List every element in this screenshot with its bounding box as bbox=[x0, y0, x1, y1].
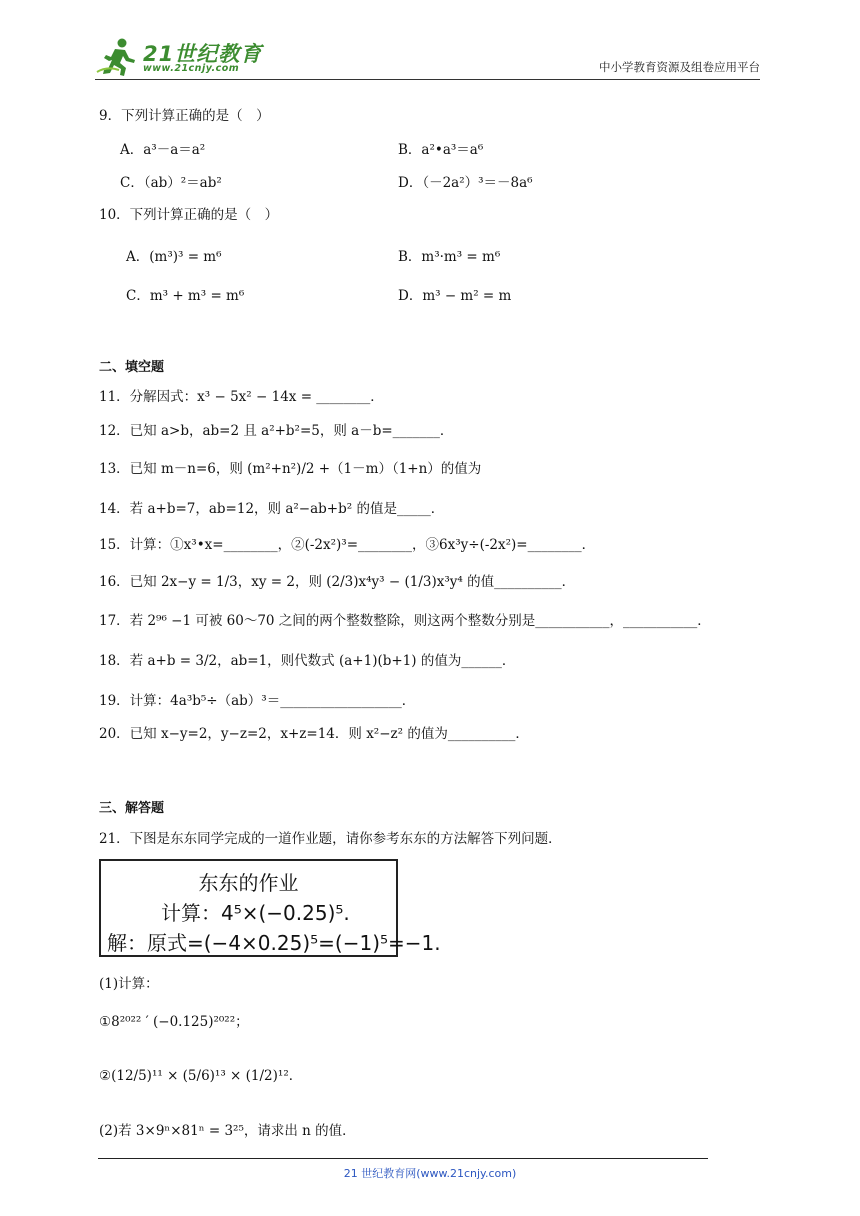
section-answer: 三、解答题 bbox=[99, 801, 165, 816]
q10-option-b: B．m³·m³ = m⁶ bbox=[398, 249, 501, 265]
logo-text: 21世纪教育 bbox=[143, 42, 263, 66]
section-fill-in-blank: 二、填空题 bbox=[99, 360, 165, 375]
homework-solution: 解：原式=(−4×0.25)⁵=(−1)⁵=−1. bbox=[107, 931, 441, 955]
logo-url: www.21cnjy.com bbox=[143, 63, 240, 74]
q9-option-b: B．a²•a³＝a⁶ bbox=[398, 142, 484, 158]
q21-stem: 21．下图是东东同学完成的一道作业题，请你参考东东的方法解答下列问题． bbox=[99, 831, 562, 847]
q15: 15．计算：①x³•x=________，②(-2x²)³=________，③6x³y÷(-2x²)=________． bbox=[99, 537, 596, 553]
q9-option-c: C．（ab）²＝ab² bbox=[120, 175, 222, 191]
q16: 16．已知 2x−y = 1/3，xy = 2，则 (2/3)x⁴y³ − (1/3)x³y⁴ 的值__________． bbox=[99, 574, 576, 590]
page-footer: 21 世纪教育网(www.21cnjy.com) bbox=[343, 1167, 517, 1180]
page-header bbox=[95, 36, 760, 80]
q20: 20．已知 x−y=2，y−z=2，x+z=14．则 x²−z² 的值为__________． bbox=[99, 726, 529, 742]
q18: 18．若 a+b = 3/2，ab=1，则代数式 (a+1)(b+1) 的值为______． bbox=[99, 653, 516, 669]
q9-stem: 9．下列计算正确的是（ ） bbox=[99, 108, 270, 124]
homework-image-box bbox=[99, 859, 441, 957]
homework-title: 东东的作业 bbox=[198, 871, 299, 895]
q17: 17．若 2⁹⁶ −1 可被 60～70 之间的两个整数整除，则这两个整数分别是___________，___________． bbox=[99, 613, 711, 629]
q12: 12．已知 a>b，ab=2 且 a²+b²=5，则 a－b=_______． bbox=[99, 423, 454, 439]
q10-option-d: D．m³ − m² = m bbox=[398, 288, 512, 304]
q11: 11．分解因式：x³ − 5x² − 14x = ________． bbox=[99, 389, 384, 405]
q21-item1: ①8²⁰²² ′ (−0.125)²⁰²²； bbox=[99, 1014, 249, 1030]
runner-logo-icon bbox=[95, 36, 141, 78]
q9-option-d: D．（－2a²）³＝－8a⁶ bbox=[398, 175, 533, 191]
q10-stem: 10．下列计算正确的是（ ） bbox=[99, 207, 279, 223]
q10-option-a: A．(m³)³ = m⁶ bbox=[126, 249, 222, 265]
q13: 13．已知 m－n=6，则 (m²+n²)/2 +（1－m）（1+n）的值为 bbox=[99, 461, 482, 477]
q9-option-a: A．a³－a＝a² bbox=[120, 142, 206, 158]
q10-option-c: C．m³ + m³ = m⁶ bbox=[126, 288, 245, 304]
footer-divider bbox=[98, 1158, 708, 1159]
q21-part1: (1)计算： bbox=[99, 976, 159, 992]
site-logo bbox=[95, 36, 265, 78]
q19: 19．计算：4a³b⁵÷（ab）³＝__________________． bbox=[99, 693, 416, 709]
homework-problem: 计算：4⁵×(−0.25)⁵. bbox=[161, 901, 350, 925]
header-platform-text: 中小学教育资源及组卷应用平台 bbox=[599, 60, 760, 74]
q21-part2: (2)若 3×9ⁿ×81ⁿ = 3²⁵，请求出 n 的值． bbox=[99, 1123, 356, 1139]
q14: 14．若 a+b=7，ab=12，则 a²−ab+b² 的值是_____． bbox=[99, 501, 445, 517]
q21-item2: ②(12/5)¹¹ × (5/6)¹³ × (1/2)¹²． bbox=[99, 1068, 303, 1084]
